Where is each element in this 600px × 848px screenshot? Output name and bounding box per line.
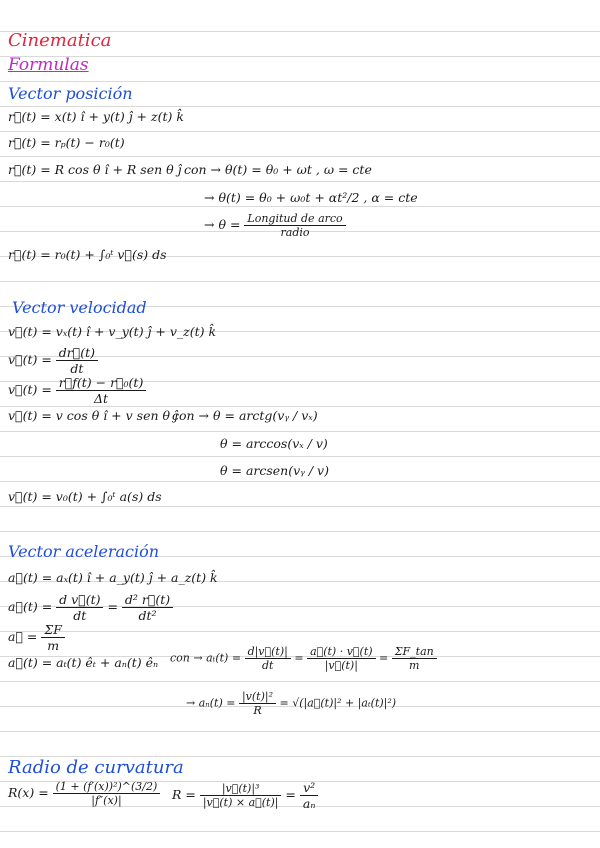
section-heading-curvatura: Radio de curvatura bbox=[8, 757, 184, 778]
formula-radio-curvatura-vectorial: R = $\frac{\text{|v⃗(t)|³}}{|v⃗(t) \times a⃗(t)|}$ = $\frac{\text{v²}}{\text{aₙ}}$ bbox=[172, 780, 318, 811]
formula-posicion-relativa: r⃗(t) = rₚ(t) − r₀(t) bbox=[8, 135, 125, 150]
formula-angulo-arctg: con → θ = arctg(vᵧ / vₓ) bbox=[172, 408, 318, 423]
formula-aceleracion-componentes: a⃗(t) = aₓ(t) î + a_y(t) ĵ + a_z(t) k̂ bbox=[8, 570, 218, 585]
formula-aceleracion-newton: a⃗ = $\frac{\Sigma F}{m}$ bbox=[8, 622, 65, 653]
formula-aceleracion-derivada: a⃗(t) = $\frac{\text{d v⃗(t)}}{dt}$ = $\frac{\text{d² r⃗(t)}}{\text{dt²}}$ bbox=[8, 592, 173, 623]
formula-velocidad-media: v⃗(t) = $\frac{\text{r⃗f(t) − r⃗₀(t)}}{\Delta t}$ bbox=[8, 375, 146, 406]
formula-posicion-componentes: r⃗(t) = x(t) î + y(t) ĵ + z(t) k̂ bbox=[8, 109, 184, 124]
formula-angulo-arccos: θ = arccos(vₓ / v) bbox=[220, 436, 328, 451]
section-heading-posicion: Vector posición bbox=[8, 84, 133, 103]
page-title: Cinematica bbox=[8, 30, 112, 51]
section-heading-velocidad: Vector velocidad bbox=[12, 298, 147, 317]
formula-angulo-arcsen: θ = arcsen(vᵧ / v) bbox=[220, 463, 329, 478]
formula-angulo-mrua: → θ(t) = θ₀ + ω₀t + αt²/2 , α = cte bbox=[204, 190, 418, 205]
formula-radio-curvatura-funcion: R(x) = $\frac{\text{(1 + (f′(x))²)\textasciicircum{}(3/2)}}{|f''(x)|}$ bbox=[8, 780, 160, 807]
formula-posicion-circular: r⃗(t) = R cos θ î + R sen θ ĵ bbox=[8, 162, 182, 177]
section-heading-aceleracion: Vector aceleración bbox=[8, 542, 160, 561]
formula-aceleracion-normal: → aₙ(t) = $\frac{\text{|v(t)|²}}{R}$ = √(|a⃗(t)|² + |aₜ(t)|²) bbox=[186, 690, 397, 717]
formula-aceleracion-intrinseca: a⃗(t) = aₜ(t) êₜ + aₙ(t) êₙ bbox=[8, 655, 159, 670]
formula-angulo-arco: → θ = $\frac{\text{Longitud de arco}}{\text{radio}}$ bbox=[204, 212, 346, 239]
formula-velocidad-polar: v⃗(t) = v cos θ î + v sen θ ĵ bbox=[8, 408, 178, 423]
formula-aceleracion-tangencial: con → aₜ(t) = $\frac{d|v⃗(t)|}{dt}$ = $\frac{a⃗(t) \cdot v⃗(t)}{|v⃗(t)|}$ = $\frac{\Sigma F\_\tan}{m}$ bbox=[170, 645, 437, 672]
formula-velocidad-derivada: v⃗(t) = $\frac{dr⃗(t)}{dt}$ bbox=[8, 345, 98, 376]
formula-angulo-mru: con → θ(t) = θ₀ + ωt , ω = cte bbox=[184, 162, 372, 177]
formula-velocidad-integral: v⃗(t) = v₀(t) + ∫₀ᵗ a(s) ds bbox=[8, 489, 162, 504]
page-subtitle: Formulas bbox=[8, 55, 89, 75]
formula-velocidad-componentes: v⃗(t) = vₓ(t) î + v_y(t) ĵ + v_z(t) k̂ bbox=[8, 324, 217, 339]
formula-posicion-integral: r⃗(t) = r₀(t) + ∫₀ᵗ v⃗(s) ds bbox=[8, 247, 167, 262]
